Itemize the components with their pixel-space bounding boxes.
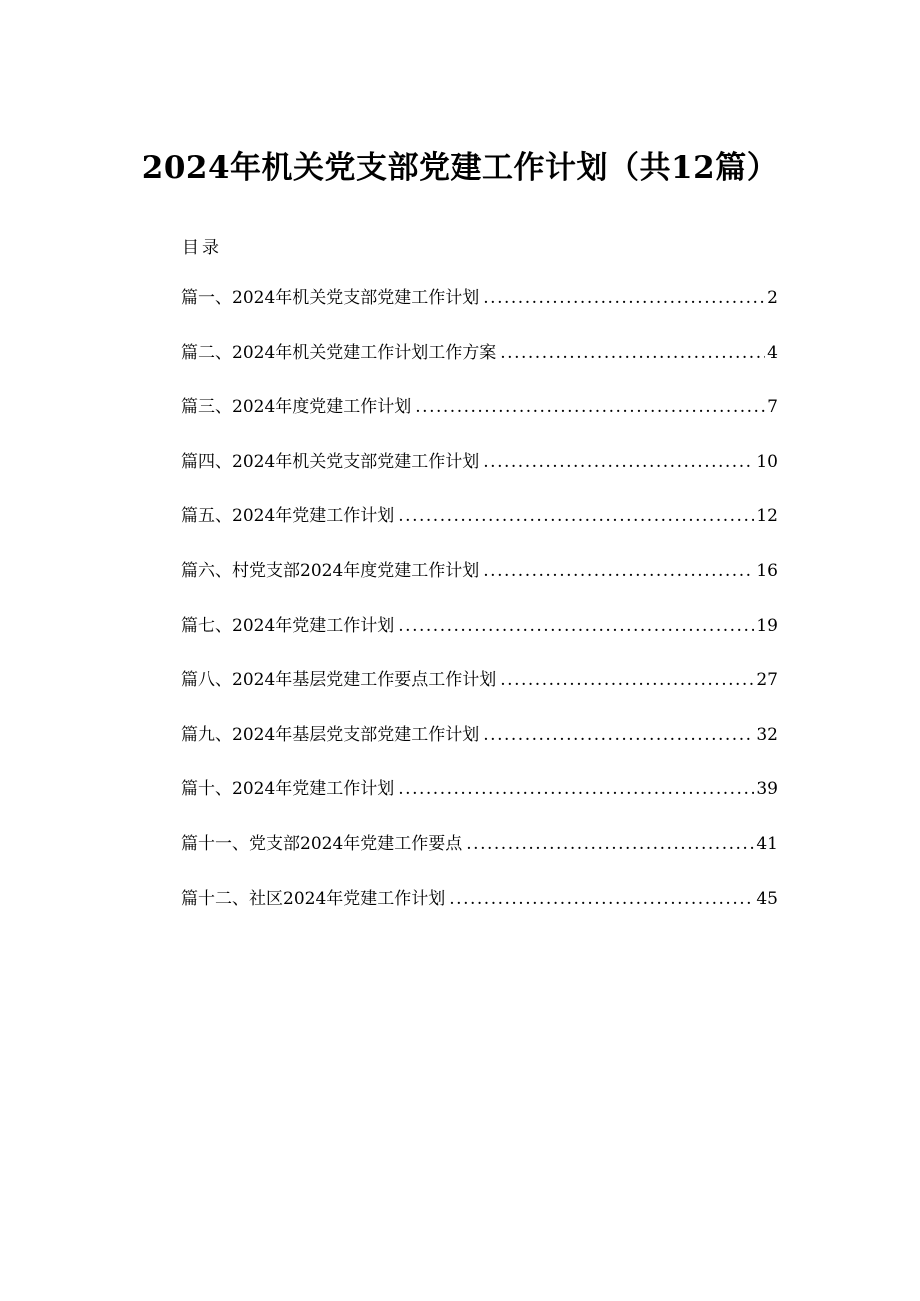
toc-entry-label: 篇七、2024年党建工作计划 [181,615,395,636]
toc-entry-label: 篇九、2024年基层党支部党建工作计划 [181,724,480,745]
toc-entry[interactable] [181,777,778,832]
toc-entry-page: 39 [756,779,778,800]
toc-dot-leader [466,832,754,856]
toc-dot-leader [415,395,765,419]
toc-entry-page: 2 [767,288,778,308]
toc-entry[interactable] [181,559,778,614]
toc-entry[interactable] [181,395,778,450]
toc-dot-leader [483,723,754,747]
toc-dot-leader [398,777,754,801]
toc-dot-leader [483,286,765,310]
toc-entry-label: 篇五、2024年党建工作计划 [181,506,395,527]
toc-entry[interactable] [181,668,778,723]
toc-entry-page: 4 [767,342,778,363]
toc-entry-page: 7 [767,397,778,418]
toc-entry[interactable] [181,450,778,505]
toc-heading: 目录 [182,238,222,258]
toc-dot-leader [483,559,754,583]
toc-entry[interactable] [181,614,778,669]
toc-entry-label: 篇三、2024年度党建工作计划 [181,397,412,418]
toc-dot-leader [500,668,754,692]
toc-entry-page: 45 [756,888,778,909]
toc-entry[interactable] [181,832,778,887]
toc-dot-leader [449,887,754,911]
toc-entry-page: 10 [756,451,778,472]
toc-entry-page: 12 [756,506,778,527]
toc-entry[interactable] [181,504,778,559]
toc-entry-page: 41 [756,833,778,854]
toc-entry-page: 16 [756,560,778,581]
toc-dot-leader [398,614,754,638]
toc-entry-label: 篇六、村党支部2024年度党建工作计划 [181,560,480,581]
document-title: 2024年机关党支部党建工作计划（共12篇） [141,150,779,186]
toc-entry[interactable] [181,286,778,341]
toc-entry-label: 篇一、2024年机关党支部党建工作计划 [181,288,480,308]
toc-entry-label: 篇十、2024年党建工作计划 [181,779,395,800]
toc-entry-label: 篇八、2024年基层党建工作要点工作计划 [181,670,497,691]
table-of-contents [181,286,778,941]
toc-entry-page: 19 [756,615,778,636]
toc-dot-leader [398,504,754,528]
toc-entry[interactable] [181,341,778,396]
toc-entry-label: 篇十一、党支部2024年党建工作要点 [181,833,463,854]
toc-entry-page: 32 [756,724,778,745]
toc-entry-page: 27 [756,670,778,691]
toc-dot-leader [500,341,765,365]
toc-entry-label: 篇四、2024年机关党支部党建工作计划 [181,451,480,472]
toc-entry-label: 篇十二、社区2024年党建工作计划 [181,888,446,909]
toc-entry-label: 篇二、2024年机关党建工作计划工作方案 [181,342,497,363]
toc-entry[interactable] [181,887,778,942]
toc-dot-leader [483,450,754,474]
toc-entry[interactable] [181,723,778,778]
